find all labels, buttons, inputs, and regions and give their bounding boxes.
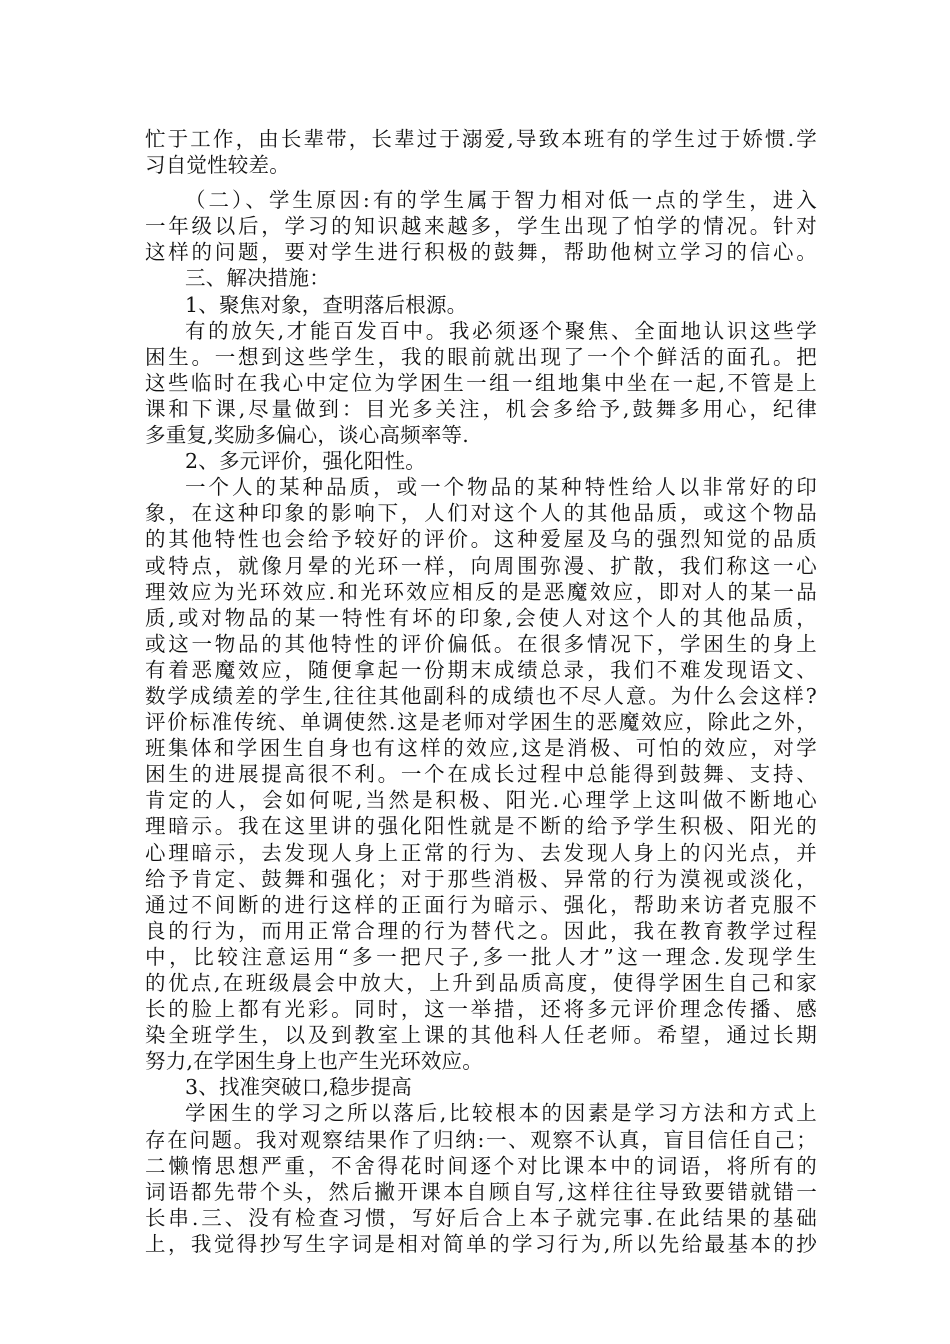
text-line: （二）、学生原因:有的学生属于智力相对低一点的学生，进入 — [185, 188, 817, 213]
text-line: 数学成绩差的学生,往往其他副科的成绩也不尽人意。为什么会这样? — [145, 683, 817, 708]
text-line: 存在问题。我对观察结果作了归纳:一、观察不认真，盲目信任自己； — [145, 1127, 817, 1152]
text-line: 2、多元评价，强化阳性。 — [185, 449, 426, 474]
text-line: 的其他特性也会给予较好的评价。这种爱屋及乌的强烈知觉的品质 — [145, 527, 817, 552]
text-line: 一个人的某种品质，或一个物品的某种特性给人以非常好的印 — [185, 475, 817, 500]
text-line: 困生。一想到这些学生，我的眼前就出现了一个个鲜活的面孔。把 — [145, 344, 817, 369]
text-line: 评价标准传统、单调使然.这是老师对学困生的恶魔效应，除此之外， — [145, 710, 817, 735]
text-line: 或这一物品的其他特性的评价偏低。在很多情况下，学困生的身上 — [145, 631, 817, 656]
text-line: 象，在这种印象的影响下，人们对这个人的其他品质，或这个物品 — [145, 501, 817, 526]
text-line: 质,或对物品的某一特性有坏的印象,会使人对这个人的其他品质， — [145, 605, 817, 630]
text-line: 一年级以后，学习的知识越来越多，学生出现了怕学的情况。针对 — [145, 214, 817, 239]
text-line: 通过不间断的进行这样的正面行为暗示、强化，帮助来访者克服不 — [145, 892, 817, 917]
text-line: 上，我觉得抄写生字词是相对简单的学习行为,所以先给最基本的抄 — [145, 1231, 817, 1256]
text-line: 染全班学生，以及到教室上课的其他科人任老师。希望，通过长期 — [145, 1023, 817, 1048]
text-line: 课和下课,尽量做到：目光多关注，机会多给予,鼓舞多用心，纪律 — [145, 396, 817, 421]
text-line: 或特点，就像月晕的光环一样，向周围弥漫、扩散，我们称这一心 — [145, 553, 817, 578]
text-line: 有着恶魔效应，随便拿起一份期末成绩总录，我们不难发现语文、 — [145, 657, 817, 682]
text-line: 心理暗示，去发现人身上正常的行为、去发现人身上的闪光点，并 — [145, 840, 817, 865]
text-line: 1、聚焦对象，查明落后根源。 — [185, 292, 468, 317]
text-line: 长的脸上都有光彩。同时，这一举措，还将多元评价理念传播、感 — [145, 997, 817, 1022]
text-line: 三、解决措施： — [185, 266, 330, 291]
text-line: 这样的问题，要对学生进行积极的鼓舞，帮助他树立学习的信心。 — [145, 240, 817, 265]
text-line: 词语都先带个头，然后撇开课本自顾自写,这样往往导致要错就错一 — [145, 1179, 817, 1204]
text-line: 的优点,在班级晨会中放大，上升到品质高度，使得学困生自己和家 — [145, 971, 817, 995]
text-line: 肯定的人，会如何呢,当然是积极、阳光.心理学上这叫做不断地心 — [145, 788, 817, 813]
text-line: 习自觉性较差。 — [145, 153, 290, 178]
text-line: 3、找准突破口,稳步提高 — [185, 1075, 412, 1100]
text-line: 这些临时在我心中定位为学困生一组一组地集中坐在一起,不管是上 — [145, 370, 817, 395]
document-page — [145, 126, 817, 1257]
text-line: 中，比较注意运用“多一把尺子,多一批人才”这一理念.发现学生 — [145, 944, 817, 969]
text-line: 理效应为光环效应.和光环效应相反的是恶魔效应，即对人的某一品 — [145, 579, 817, 604]
text-line: 努力,在学困生身上也产生光环效应。 — [145, 1049, 483, 1074]
text-line: 给予肯定、鼓舞和强化；对于那些消极、异常的行为漠视或淡化， — [145, 866, 817, 891]
text-line: 多重复,奖励多偏心，谈心高频率等. — [145, 423, 469, 448]
text-line: 学困生的学习之所以落后,比较根本的因素是学习方法和方式上 — [185, 1101, 817, 1126]
text-line: 班集体和学困生自身也有这样的效应,这是消极、可怕的效应，对学 — [145, 736, 817, 761]
text-line: 忙于工作，由长辈带，长辈过于溺爱,导致本班有的学生过于娇惯.学 — [145, 127, 817, 151]
text-line: 理暗示。我在这里讲的强化阳性就是不断的给予学生积极、阳光的 — [145, 814, 817, 839]
text-line: 二懒惰思想严重，不舍得花时间逐个对比课本中的词语，将所有的 — [145, 1153, 817, 1178]
text-line: 良的行为，而用正常合理的行为替代之。因此，我在教育教学过程 — [145, 918, 817, 943]
text-line: 长串.三、没有检查习惯，写好后合上本子就完事.在此结果的基础 — [145, 1205, 817, 1230]
text-line: 有的放矢,才能百发百中。我必须逐个聚焦、全面地认识这些学 — [185, 318, 817, 343]
text-line: 困生的进展提高很不利。一个在成长过程中总能得到鼓舞、支持、 — [145, 762, 817, 787]
